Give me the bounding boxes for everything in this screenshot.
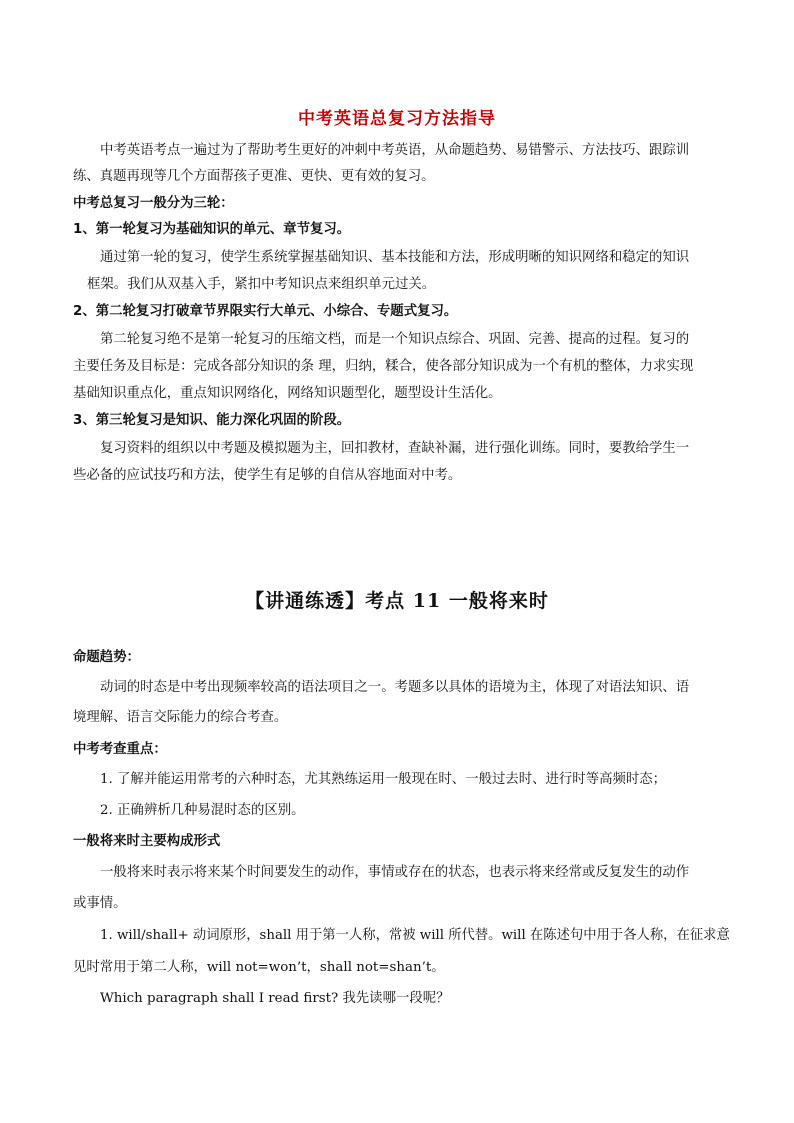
overview-heading: 中考总复习一般分为三轮： xyxy=(73,196,234,211)
form-label: 一般将来时主要构成形式 xyxy=(73,834,221,849)
trend-line-2: 境理解、语言交际能力的综合考查。 xyxy=(73,710,288,725)
round2-line-3: 基础知识重点化，重点知识网络化，网络知识题型化，题型设计生活化。 xyxy=(73,386,502,401)
round2-heading: 2、第二轮复习打破章节界限实行大单元、小综合、专题式复习。 xyxy=(73,304,458,319)
round3-line-1: 复习资料的组织以中考题及模拟题为主，回扣教材，查缺补漏，进行强化训练。同时，要教给学生一 xyxy=(100,441,690,456)
round2-line-2: 主要任务及目标是：完成各部分知识的条 理，归纳，糅合，使各部分知识成为一个有机的整体，力求实现 xyxy=(73,359,694,374)
intro-line-1: 中考英语考点一遍过为了帮助考生更好的冲刺中考英语，从命题趋势、易错警示、方法技巧、跟踪训 xyxy=(100,143,690,158)
section-title: 【讲通练透】考点 11 一般将来时 xyxy=(245,590,549,612)
round1-heading: 1、第一轮复习为基础知识的单元、章节复习。 xyxy=(73,222,351,237)
round2-line-1: 第二轮复习绝不是第一轮复习的压缩文档，而是一个知识点综合、巩固、完善、提高的过程。复习的 xyxy=(100,332,690,347)
rule1-line-1: 1. will/shall+ 动词原形，shall 用于第一人称，常被 will 所代替。will 在陈述句中用于各人称，在征求意 xyxy=(100,928,730,943)
round3-line-2: 些必备的应试技巧和方法，使学生有足够的自信从容地面对中考。 xyxy=(73,468,462,483)
page-title: 中考英语总复习方法指导 xyxy=(298,109,496,129)
example-sentence: Which paragraph shall I read first? 我先读哪一段呢？ xyxy=(100,991,450,1006)
round3-heading: 3、第三轮复习是知识、能力深化巩固的阶段。 xyxy=(73,413,351,428)
focus-item-2: 2. 正确辨析几种易混时态的区别。 xyxy=(100,803,305,818)
trend-line-1: 动词的时态是中考出现频率较高的语法项目之一。考题多以具体的语境为主，体现了对语法知识、语 xyxy=(100,680,690,695)
rule1-line-2: 见时常用于第二人称，will not=won’t，shall not=shan’t。 xyxy=(73,960,445,975)
focus-item-1: 1. 了解并能运用常考的六种时态，尤其熟练运用一般现在时、一般过去时、进行时等高频时态； xyxy=(100,772,667,787)
round1-line-1: 通过第一轮的复习，使学生系统掌握基础知识、基本技能和方法，形成明晰的知识网络和稳定的知识 xyxy=(100,250,690,265)
focus-label: 中考考查重点： xyxy=(73,742,167,757)
form-line-2: 或事情。 xyxy=(73,896,127,911)
trend-label: 命题趋势： xyxy=(73,650,140,665)
form-line-1: 一般将来时表示将来某个时间要发生的动作，事情或存在的状态，也表示将来经常或反复发生的动作 xyxy=(100,865,690,880)
round1-line-2: 框架。我们从双基入手，紧扣中考知识点来组织单元过关。 xyxy=(87,277,436,292)
intro-line-2: 练、真题再现等几个方面帮孩子更准、更快、更有效的复习。 xyxy=(73,169,435,184)
